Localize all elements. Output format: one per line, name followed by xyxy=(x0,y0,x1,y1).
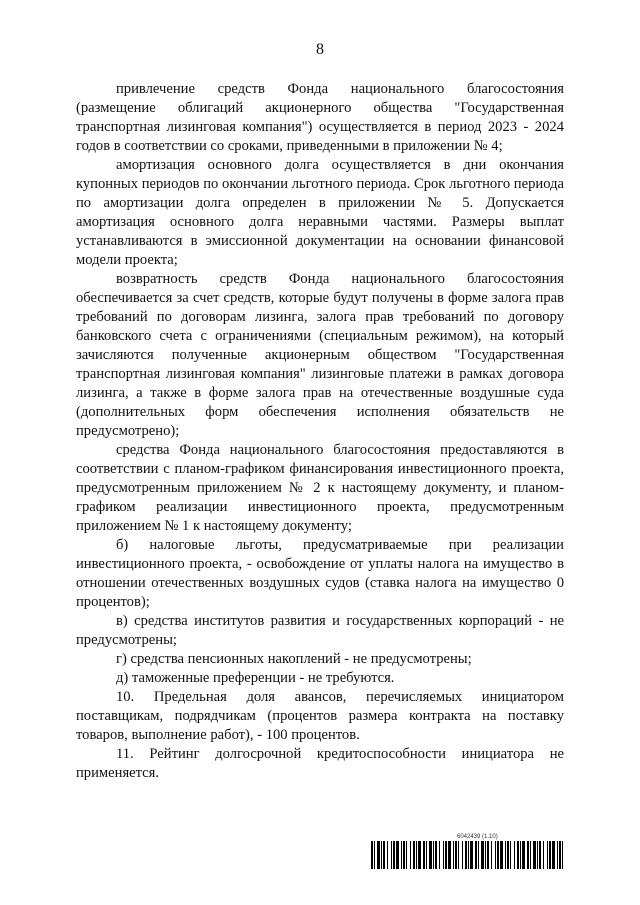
paragraph-tax-benefits: б) налоговые льготы, предусматриваемые при реализации инвестиционного проекта, - освобождение от уплаты налога на имущество в отношении отечественных воздушных судов (ставка налога на имущество 0 процентов); xyxy=(76,537,564,610)
stamp-code: 6042439 (1.10) xyxy=(457,834,498,840)
barcode-image xyxy=(371,841,563,869)
paragraph-credit-rating: 11. Рейтинг долгосрочной кредитоспособности инициатора не применяется. xyxy=(76,746,564,781)
paragraph-fnb-bonds: привлечение средств Фонда национального благосостояния (размещение облигаций акционерного общества "Государственная транспортная лизинговая компания") осуществляется в период 2023 - 2024 годов в соответствии со сроками, приведенными в приложении № 4; xyxy=(76,81,564,154)
paragraph-funding-schedule: средства Фонда национального благосостояния предоставляются в соответствии с планом-графиком финансирования инвестиционного проекта, предусмотренным приложением № 2 к настоящему документу, и планом-графиком реализации инвестиционного проекта, предусмотренным приложением № 1 к настоящему документу; xyxy=(76,442,564,534)
paragraph-repayment-security: возвратность средств Фонда национального благосостояния обеспечивается за счет средств, которые будут получены в форме залога прав требований по договорам лизинга, залога прав требований по договору банковского счета с ограничениями (специальным режимом), на который зачисляются полученные акционерным обществом "Государственная транспортная лизинговая компания" лизинговые платежи в рамках договора лизинга, а также в форме залога прав на отечественные воздушные суда (дополнительных форм обеспечения исполнения обязательств не предусмотрено); xyxy=(76,271,564,439)
page-number: 8 xyxy=(316,41,324,58)
paragraph-pension-savings: г) средства пенсионных накоплений - не предусмотрены; xyxy=(116,651,472,667)
paragraph-customs-preferences: д) таможенные преференции - не требуются. xyxy=(116,670,395,686)
paragraph-amortization: амортизация основного долга осуществляется в дни окончания купонных периодов по окончании льготного периода. Срок льготного периода по амортизации долга определен в приложении № 5. Допускается амортизация основного долга неравными частями. Размеры выплат устанавливаются в эмиссионной документации на основании финансовой модели проекта; xyxy=(76,157,564,268)
paragraph-development-institutions: в) средства институтов развития и государственных корпораций - не предусмотрены; xyxy=(76,613,564,648)
document-stamp xyxy=(371,833,563,869)
paragraph-advance-share: 10. Предельная доля авансов, перечисляемых инициатором поставщикам, подрядчикам (процентов размера контракта на поставку товаров, выполнение работ), - 100 процентов. xyxy=(76,689,564,743)
document-body xyxy=(76,80,564,783)
